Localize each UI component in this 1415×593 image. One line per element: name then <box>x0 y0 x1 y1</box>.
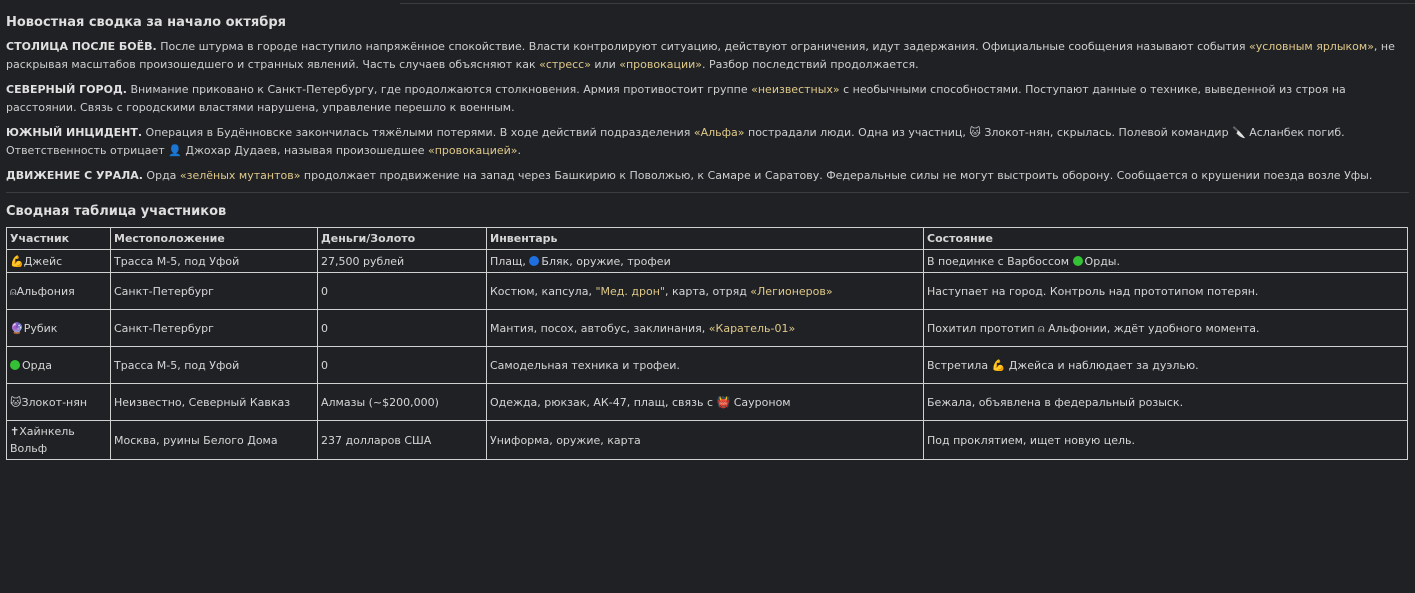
table-header-row <box>7 228 1408 250</box>
table-row <box>7 310 1408 347</box>
top-divider <box>400 3 1415 4</box>
text-segment: . Разбор последствий продолжается. <box>702 58 919 71</box>
inventory-cell <box>487 421 924 460</box>
text-segment: . <box>517 144 521 157</box>
inventory-cell <box>487 384 924 421</box>
participant-name: Хайнкель Вольф <box>10 425 75 455</box>
text-segment: Внимание приковано к Санкт-Петербургу, где продолжаются столкновения. Армия противостоит группе <box>130 83 752 96</box>
inventory-cell <box>487 310 924 347</box>
color-dot-icon <box>10 360 20 370</box>
quoted-term: «Альфа» <box>693 126 745 139</box>
money-cell: 27,500 рублей <box>318 250 487 273</box>
column-header: Инвентарь <box>487 228 924 250</box>
text-segment: Самодельная техника и трофеи. <box>490 358 680 372</box>
participant-name: Джейс <box>23 254 63 268</box>
news-headline: СТОЛИЦА ПОСЛЕ БОЁВ. <box>6 40 157 53</box>
text-segment: Асланбек погиб. Ответственность отрицает <box>6 126 1345 157</box>
text-segment: Джейса и наблюдает за дуэлью. <box>1005 358 1199 372</box>
location-cell: Трасса М-5, под Уфой <box>111 347 318 384</box>
text-segment: или <box>590 58 620 71</box>
money-cell: 0 <box>318 273 487 310</box>
participant-name: Орда <box>22 358 52 372</box>
news-headline: СЕВЕРНЫЙ ГОРОД. <box>6 83 127 96</box>
news-headline: ДВИЖЕНИЕ С УРАЛА. <box>6 169 143 182</box>
participant-cell <box>7 250 111 273</box>
text-segment: Альфонии, ждёт удобного момента. <box>1044 321 1260 335</box>
table-title: Сводная таблица участников <box>6 204 227 219</box>
inventory-cell <box>487 347 924 384</box>
table-row <box>7 250 1408 273</box>
quoted-term: "Мед. дрон" <box>595 284 665 298</box>
quoted-term: «условным ярлыком» <box>1249 40 1374 53</box>
quoted-term: «Легионеров» <box>750 284 833 298</box>
money-cell: Алмазы (~$200,000) <box>318 384 487 421</box>
news-title: Новостная сводка за начало октября <box>6 15 286 30</box>
participant-name: Рубик <box>23 321 58 335</box>
participant-name: Альфония <box>16 284 75 298</box>
text-segment: Орда <box>146 169 180 182</box>
text-segment: Бежала, объявлена в федеральный розыск. <box>927 395 1184 409</box>
text-segment: Джохар Дудаев, называя произошедшее <box>181 144 428 157</box>
text-segment: пострадали люди. Одна из участниц, <box>744 126 970 139</box>
participant-cell <box>7 310 111 347</box>
quoted-term: «неизвестных» <box>751 83 840 96</box>
text-segment: Одежда, рюкзак, АК-47, плащ, связь с <box>490 395 717 409</box>
emoji-icon: 👤 <box>168 144 182 157</box>
location-cell: Санкт-Петербург <box>111 273 318 310</box>
state-cell <box>924 384 1408 421</box>
money-cell: 237 долларов США <box>318 421 487 460</box>
location-cell: Трасса М-5, под Уфой <box>111 250 318 273</box>
participant-icon: 🐱 <box>10 395 22 409</box>
state-cell <box>924 250 1408 273</box>
participant-cell <box>7 347 111 384</box>
text-segment: Операция в Будённовске закончилась тяжёлыми потерями. В ходе действий подразделения <box>145 126 694 139</box>
money-cell: 0 <box>318 310 487 347</box>
text-segment: После штурма в городе наступило напряжённое спокойствие. Власти контролируют ситуацию, действуют ограничения, идут задержания. Официальные сообщения называют события <box>160 40 1249 53</box>
participant-icon: 💪 <box>10 254 24 268</box>
text-segment: Мантия, посох, автобус, заклинания, <box>490 321 709 335</box>
participants-table <box>6 227 1408 460</box>
news-paragraph <box>6 81 1409 117</box>
text-segment: с необычными способностями. Поступают данные о технике, выведенной из строя на расстоянии. Связь с городскими властями нарушена, управление перешло к военным. <box>6 83 1346 114</box>
emoji-icon: 👹 <box>716 395 731 409</box>
quoted-term: «стресс» <box>539 58 591 71</box>
text-segment: Злокот-нян, скрылась. Полевой командир <box>980 126 1233 139</box>
participant-name: Злокот-нян <box>21 395 88 409</box>
text-segment: В поединке с Варбоссом <box>927 254 1073 268</box>
color-dot-icon <box>529 256 539 266</box>
location-cell: Москва, руины Белого Дома <box>111 421 318 460</box>
location-cell: Неизвестно, Северный Кавказ <box>111 384 318 421</box>
participant-cell <box>7 273 111 310</box>
emoji-icon: 💪 <box>991 358 1006 372</box>
table-row <box>7 273 1408 310</box>
text-segment: Орды. <box>1084 254 1120 268</box>
text-segment: Бляк, оружие, трофеи <box>541 254 671 268</box>
participant-icon: 🔮 <box>10 321 24 335</box>
text-segment: , карта, отряд <box>664 284 751 298</box>
participant-cell <box>7 421 111 460</box>
text-segment: Униформа, оружие, карта <box>490 433 641 447</box>
quoted-term: «провокации» <box>619 58 702 71</box>
column-header: Участник <box>7 228 111 250</box>
color-dot-icon <box>1073 256 1083 266</box>
participant-icon: ⍝ <box>10 284 17 298</box>
news-paragraph <box>6 38 1409 74</box>
quoted-term: «Каратель-01» <box>708 321 796 335</box>
state-cell <box>924 310 1408 347</box>
text-segment: Похитил прототип <box>927 321 1039 335</box>
news-paragraph <box>6 124 1409 160</box>
column-header: Местоположение <box>111 228 318 250</box>
emoji-icon: 🐱 <box>969 126 981 139</box>
inventory-cell <box>487 250 924 273</box>
inventory-cell <box>487 273 924 310</box>
quoted-term: «зелёных мутантов» <box>179 169 301 182</box>
text-segment: Костюм, капсула, <box>490 284 596 298</box>
money-cell: 0 <box>318 347 487 384</box>
news-headline: ЮЖНЫЙ ИНЦИДЕНТ. <box>6 126 143 139</box>
quoted-term: «провокацией» <box>427 144 518 157</box>
text-segment: , не раскрывая масштабов произошедшего и странных явлений. Часть случаев объясняют как <box>6 40 1395 71</box>
text-segment: Плащ, <box>490 254 530 268</box>
text-segment: Наступает на город. Контроль над прототипом потерян. <box>927 284 1259 298</box>
state-cell <box>924 273 1408 310</box>
table-row <box>7 421 1408 460</box>
table-row <box>7 347 1408 384</box>
state-cell <box>924 347 1408 384</box>
news-paragraph <box>6 167 1409 185</box>
table-row <box>7 384 1408 421</box>
location-cell: Санкт-Петербург <box>111 310 318 347</box>
participant-icon: ✝ <box>10 425 20 438</box>
participant-cell <box>7 384 111 421</box>
text-segment: Сауроном <box>730 395 791 409</box>
text-segment: продолжает продвижение на запад через Башкирию к Поволжью, к Самаре и Саратову. Федеральные силы не могут выстроить оборону. Сообщается о крушении поезда возле Уфы. <box>300 169 1373 182</box>
text-segment: Под проклятием, ищет новую цель. <box>927 433 1136 447</box>
emoji-icon: ⍝ <box>1038 321 1045 335</box>
column-header: Деньги/Золото <box>318 228 487 250</box>
text-segment: Встретила <box>927 358 992 372</box>
section-divider <box>6 192 1409 193</box>
state-cell <box>924 421 1408 460</box>
news-section <box>6 38 1409 185</box>
emoji-icon: 🔪 <box>1232 126 1246 139</box>
column-header: Состояние <box>924 228 1408 250</box>
